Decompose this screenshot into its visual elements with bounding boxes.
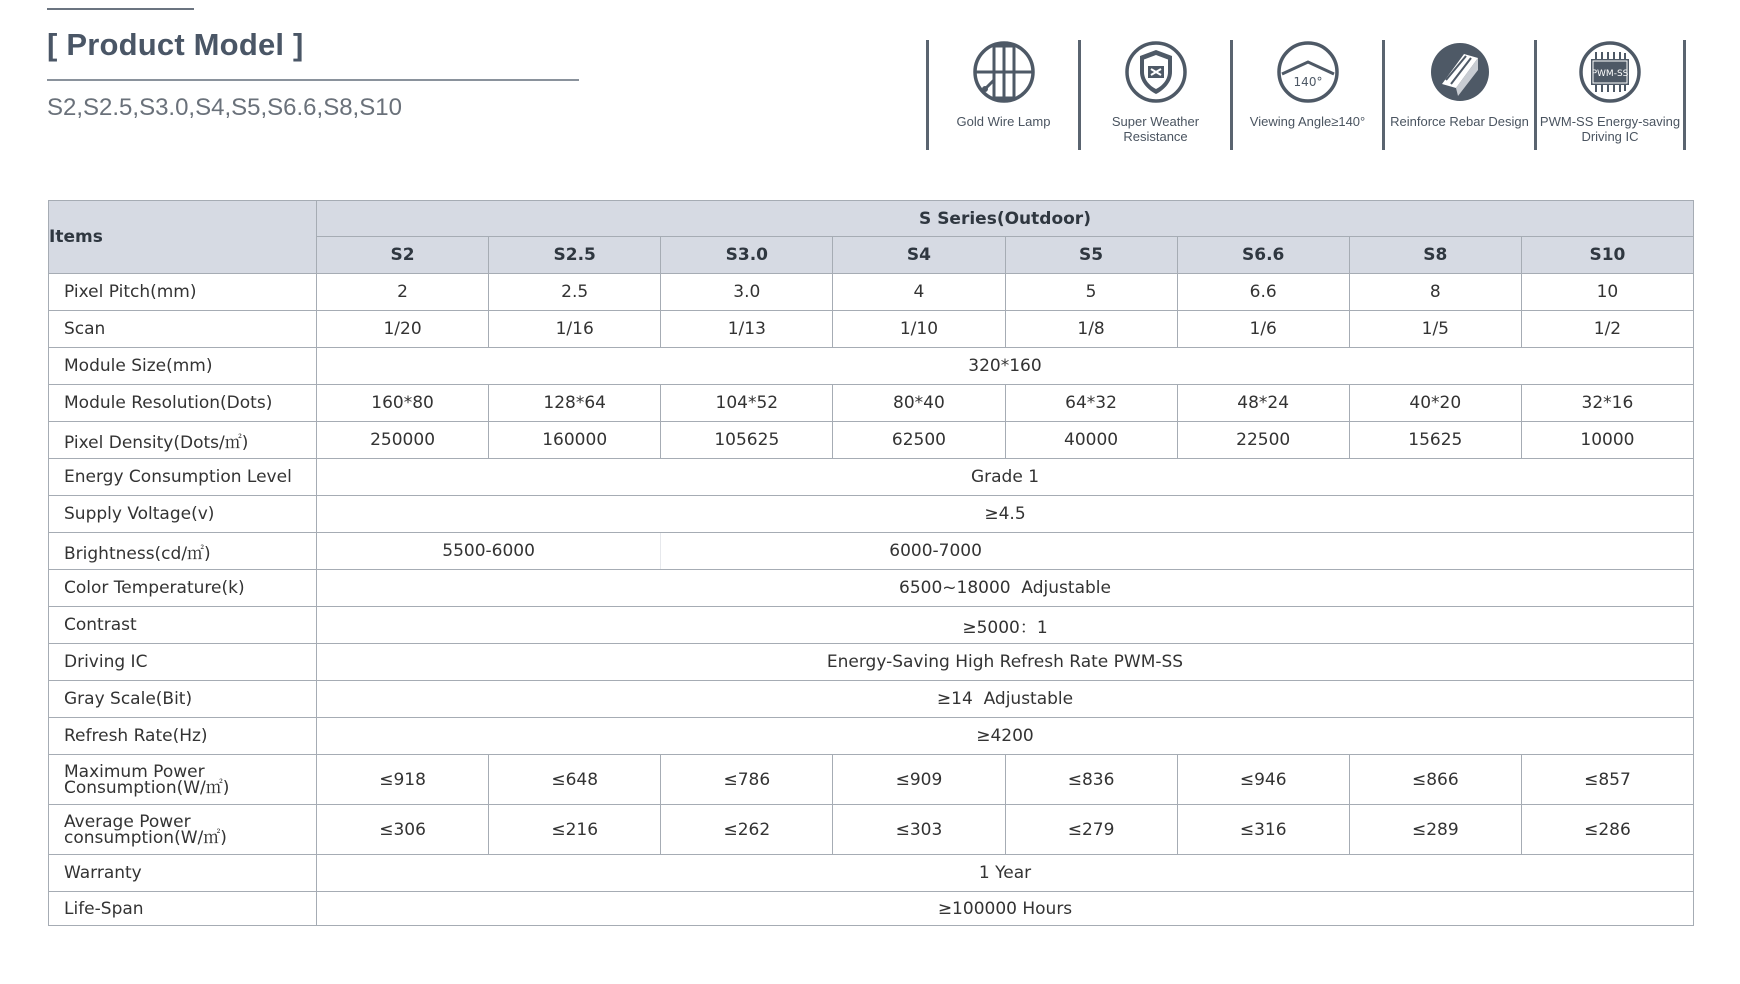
chip-icon [1578, 40, 1642, 104]
table-row [49, 805, 1694, 855]
table-row [49, 422, 1694, 459]
items-header: Items [49, 201, 317, 274]
cell: 1/2 [1521, 311, 1693, 348]
model-list: S2,S2.5,S3.0,S4,S5,S6.6,S8,S10 [47, 94, 402, 121]
feature-rebar-design [1382, 40, 1534, 150]
table-row [49, 311, 1694, 348]
row-label: Brightness(cd/㎡) [49, 533, 317, 570]
gold-wire-lamp-icon [972, 40, 1036, 104]
cell: 32*16 [1521, 385, 1693, 422]
row-label-line: Average Power [64, 811, 191, 832]
feature-driving-ic [1534, 40, 1686, 150]
row-label-line: Maximum Power [64, 761, 205, 782]
title-divider [47, 79, 579, 81]
cell: ≤316 [1177, 805, 1349, 855]
table-row [49, 718, 1694, 755]
table-row [49, 607, 1694, 644]
row-label: Contrast [49, 607, 317, 644]
model-header: S3.0 [661, 237, 833, 274]
model-header: S10 [1521, 237, 1693, 274]
cell: ≤286 [1521, 805, 1693, 855]
row-label: Energy Consumption Level [49, 459, 317, 496]
cell: 1/10 [833, 311, 1005, 348]
cell: 3.0 [661, 274, 833, 311]
cell: 320*160 [317, 348, 1694, 385]
row-label: Driving IC [49, 644, 317, 681]
feature-viewing-angle [1230, 40, 1382, 150]
cell: ≤262 [661, 805, 833, 855]
row-label: Gray Scale(Bit) [49, 681, 317, 718]
spec-table [48, 200, 1694, 926]
cell: ≤279 [1005, 805, 1177, 855]
cell: 1/13 [661, 311, 833, 348]
cell: 1/6 [1177, 311, 1349, 348]
cell: 22500 [1177, 422, 1349, 459]
cell: ≤836 [1005, 755, 1177, 805]
cell: 10000 [1521, 422, 1693, 459]
row-label: Module Size(mm) [49, 348, 317, 385]
cell: 250000 [317, 422, 489, 459]
cell: ≤866 [1349, 755, 1521, 805]
row-label: Pixel Pitch(mm) [49, 274, 317, 311]
table-row [49, 274, 1694, 311]
cell: 6500~18000 Adjustable [317, 570, 1694, 607]
feature-label: Reinforce Rebar Design [1390, 114, 1529, 129]
cell: 48*24 [1177, 385, 1349, 422]
cell: ≤648 [489, 755, 661, 805]
feature-icons [926, 40, 1686, 150]
chip-badge: PWM-SS [1591, 69, 1629, 79]
cell: ≤918 [317, 755, 489, 805]
cell: 104*52 [661, 385, 833, 422]
rebar-icon [1428, 40, 1492, 104]
cell: 10 [1521, 274, 1693, 311]
table-row [49, 385, 1694, 422]
model-header: S6.6 [1177, 237, 1349, 274]
row-label-line: Consumption(W/㎡) [64, 777, 230, 798]
cell: ≤857 [1521, 755, 1693, 805]
cell: 1/20 [317, 311, 489, 348]
table-row [49, 348, 1694, 385]
table-row [49, 644, 1694, 681]
cell: ≥4200 [317, 718, 1694, 755]
cell: ≤306 [317, 805, 489, 855]
table-row [49, 855, 1694, 892]
cell: ≤786 [661, 755, 833, 805]
cell: ≤946 [1177, 755, 1349, 805]
page-title: [ Product Model ] [47, 27, 304, 62]
row-label: Color Temperature(k) [49, 570, 317, 607]
viewing-angle-badge: 140° [1293, 75, 1322, 89]
cell: 160*80 [317, 385, 489, 422]
cell: ≥4.5 [317, 496, 1694, 533]
cell: ≤289 [1349, 805, 1521, 855]
cell: 5 [1005, 274, 1177, 311]
cell: 105625 [661, 422, 833, 459]
table-row [49, 459, 1694, 496]
cell: 1 Year [317, 855, 1694, 892]
row-label [49, 805, 317, 855]
top-accent-line [47, 8, 194, 10]
cell: 2.5 [489, 274, 661, 311]
weather-shield-icon [1124, 40, 1188, 104]
feature-label: Gold Wire Lamp [956, 114, 1051, 129]
cell: 2 [317, 274, 489, 311]
cell: 40*20 [1349, 385, 1521, 422]
row-label-line: consumption(W/㎡) [64, 827, 227, 848]
table-row [49, 681, 1694, 718]
model-header: S8 [1349, 237, 1521, 274]
row-label [49, 755, 317, 805]
table-row [49, 533, 1694, 570]
cell: ≥5000：1 [317, 607, 1694, 644]
cell: 8 [1349, 274, 1521, 311]
cell: 6000-7000 [661, 533, 1694, 570]
cell: 128*64 [489, 385, 661, 422]
cell: ≤303 [833, 805, 1005, 855]
cell: 40000 [1005, 422, 1177, 459]
row-label: Refresh Rate(Hz) [49, 718, 317, 755]
table-row [49, 755, 1694, 805]
feature-label: Viewing Angle≥140° [1249, 114, 1366, 129]
model-header: S2 [317, 237, 489, 274]
feature-gold-wire-lamp [926, 40, 1078, 150]
cell: 15625 [1349, 422, 1521, 459]
cell: Energy-Saving High Refresh Rate PWM-SS [317, 644, 1694, 681]
row-label: Scan [49, 311, 317, 348]
feature-label: PWM-SS Energy-saving Driving IC [1539, 114, 1681, 144]
row-label: Life-Span [49, 892, 317, 926]
row-label: Module Resolution(Dots) [49, 385, 317, 422]
feature-label: Super Weather Resistance [1111, 114, 1200, 144]
cell: ≥100000 Hours [317, 892, 1694, 926]
cell: 1/5 [1349, 311, 1521, 348]
series-header: S Series(Outdoor) [317, 201, 1694, 237]
feature-weather-resistance [1078, 40, 1230, 150]
row-label: Warranty [49, 855, 317, 892]
table-row [49, 570, 1694, 607]
row-label: Supply Voltage(v) [49, 496, 317, 533]
cell: 62500 [833, 422, 1005, 459]
model-header: S4 [833, 237, 1005, 274]
cell: ≥14 Adjustable [317, 681, 1694, 718]
viewing-angle-icon [1276, 40, 1340, 104]
row-label: Pixel Density(Dots/㎡) [49, 422, 317, 459]
table-row [49, 496, 1694, 533]
cell: ≤216 [489, 805, 661, 855]
cell: 80*40 [833, 385, 1005, 422]
cell: 1/16 [489, 311, 661, 348]
cell: ≤909 [833, 755, 1005, 805]
cell: 5500-6000 [317, 533, 661, 570]
cell: 1/8 [1005, 311, 1177, 348]
cell: 160000 [489, 422, 661, 459]
cell: 6.6 [1177, 274, 1349, 311]
model-header: S5 [1005, 237, 1177, 274]
cell: 64*32 [1005, 385, 1177, 422]
table-row [49, 892, 1694, 926]
cell: 4 [833, 274, 1005, 311]
cell: Grade 1 [317, 459, 1694, 496]
model-header: S2.5 [489, 237, 661, 274]
